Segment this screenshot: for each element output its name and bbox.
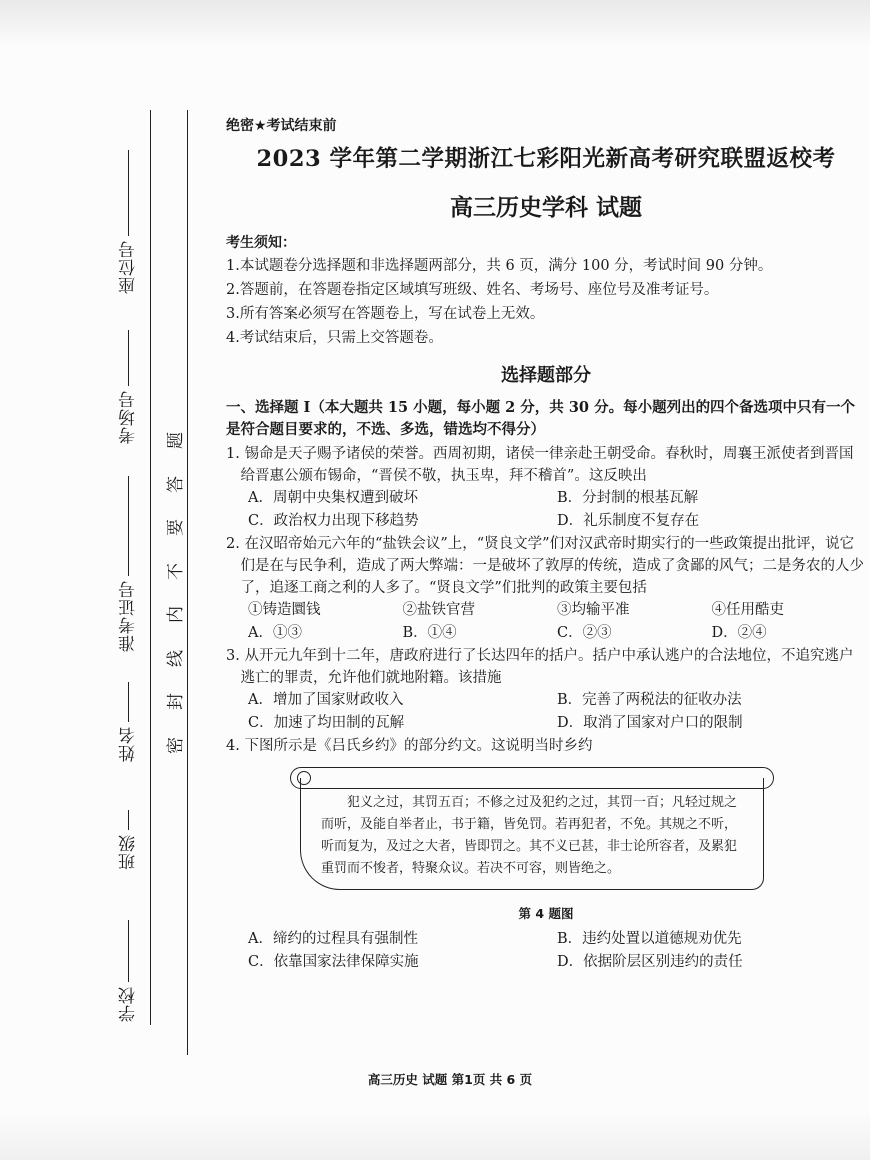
school-label: 学校 bbox=[118, 986, 139, 1022]
question-3 bbox=[226, 645, 866, 735]
part-heading: 一、选择题 I（本大题共 15 小题，每小题 2 分，共 30 分。每小题列出的四个备选项中只有一个是符合题目要求的，不选、多选，错选均不得分） bbox=[226, 399, 856, 439]
figure-caption: 第 4 题图 bbox=[518, 906, 574, 922]
option-b: B．分封制的根基瓦解 bbox=[557, 490, 699, 507]
question-1 bbox=[226, 443, 866, 533]
statement-item: ②盐铁官营 bbox=[402, 602, 475, 619]
seat-number-label: 座位号 bbox=[118, 240, 139, 294]
name-field bbox=[112, 682, 144, 766]
scroll-figure bbox=[290, 767, 774, 897]
section-title: 选择题部分 bbox=[501, 365, 591, 387]
seal-char: 内 bbox=[165, 606, 186, 624]
option-b: B．完善了两税法的征收办法 bbox=[557, 692, 742, 709]
seal-char: 封 bbox=[165, 693, 186, 711]
seal-char: 要 bbox=[165, 519, 186, 537]
scan-bottom-shadow bbox=[0, 1112, 870, 1160]
notice-item: 2.答题前，在答题卷指定区域填写班级、姓名、考场号、座位号及准考证号。 bbox=[226, 282, 719, 299]
seal-char: 答 bbox=[165, 475, 186, 493]
seal-char: 密 bbox=[165, 736, 186, 754]
option-d: D．礼乐制度不复存在 bbox=[557, 513, 700, 530]
page-footer: 高三历史 试题 第1页 共 6 页 bbox=[367, 1072, 533, 1087]
statement-item: ④任用酷吏 bbox=[711, 602, 784, 619]
option-b: B．①④ bbox=[402, 625, 457, 642]
exam-room-label: 考场号 bbox=[118, 390, 139, 444]
option-a: A．增加了国家财政收入 bbox=[248, 692, 404, 709]
candidate-notice bbox=[226, 233, 866, 350]
question-4 bbox=[226, 735, 866, 974]
scan-top-shadow bbox=[0, 0, 870, 46]
name-label: 姓名 bbox=[118, 726, 139, 762]
option-d: D．②④ bbox=[711, 625, 767, 642]
secret-label: 绝密★考试结束前 bbox=[226, 118, 337, 134]
scroll-text: 犯义之过，其罚五百；不修之过及犯约之过，其罚一百；凡轻过规之而听，及能自举者止，书于籍，皆免罚。若再犯者，不免。其规之不听，听而复为，及过之大者，皆即罚之。其不义已甚，非士论所容者，及累犯重罚而不悛者，特聚众议。若决不可容，则皆绝之。 bbox=[300, 778, 764, 890]
statement-items bbox=[226, 599, 866, 622]
binding-line-outer bbox=[150, 110, 151, 1025]
exam-subtitle: 高三历史学科 试题 bbox=[449, 193, 642, 221]
option-c: C．②③ bbox=[557, 625, 612, 642]
exam-content bbox=[226, 116, 866, 974]
question-2 bbox=[226, 533, 866, 645]
option-a: A．①③ bbox=[248, 625, 302, 642]
exam-title: 2023 学年第二学期浙江七彩阳光新高考研究联盟返校考 bbox=[256, 146, 836, 172]
seat-number-underline bbox=[128, 150, 129, 236]
option-d: D．依据阶层区别违约的责任 bbox=[557, 954, 743, 970]
exam-room-underline bbox=[128, 330, 129, 386]
option-b: B．违约处置以道德规劝优先 bbox=[557, 931, 742, 947]
admission-number-field bbox=[112, 476, 144, 656]
seal-char: 线 bbox=[165, 649, 186, 667]
seal-char: 题 bbox=[165, 432, 186, 449]
binding-line-inner bbox=[187, 110, 188, 1055]
question-stem: 2. 在汉昭帝始元六年的“盐铁会议”上，“贤良文学”们对汉武帝时期实行的一些政策提出批评，说它们是在与民争利，造成了两大弊端：一是破坏了敦厚的传统，造成了贪鄙的风气；二是务农的人少了，追逐工商之利的人多了。“贤良文学”们批判的政策主要包括 bbox=[226, 536, 864, 597]
exam-room-field bbox=[112, 330, 144, 448]
school-underline bbox=[128, 920, 129, 982]
options bbox=[226, 622, 866, 645]
class-underline bbox=[128, 810, 129, 830]
admission-number-label: 准考证号 bbox=[118, 580, 139, 652]
notice-heading: 考生须知： bbox=[226, 235, 296, 252]
name-underline bbox=[128, 682, 129, 722]
question-stem: 3. 从开元九年到十二年，唐政府进行了长达四年的括户。括户中承认逃户的合法地位，不追究逃户逃亡的罪责，允许他们就地附籍。该措施 bbox=[226, 648, 854, 687]
question-stem: 4. 下图所示是《吕氏乡约》的部分约文。这说明当时乡约 bbox=[226, 738, 593, 755]
admission-number-underline bbox=[128, 476, 129, 576]
option-c: C．政治权力出现下移趋势 bbox=[248, 513, 419, 530]
options bbox=[226, 928, 866, 974]
seal-char: 不 bbox=[165, 562, 186, 580]
options bbox=[226, 689, 866, 735]
statement-item: ①铸造圜钱 bbox=[248, 602, 321, 619]
option-a: A．缔约的过程具有强制性 bbox=[248, 931, 418, 947]
notice-item: 1.本试题卷分选择题和非选择题两部分，共 6 页，满分 100 分，考试时间 90 分钟。 bbox=[226, 258, 773, 275]
question-stem: 1. 锡命是天子赐予诸侯的荣誉。西周初期，诸侯一律亲赴王朝受命。春秋时，周襄王派使者到晋国给晋惠公颁布锡命，“晋侯不敬，执玉卑，拜不稽首”。这反映出 bbox=[226, 446, 854, 485]
notice-item: 3.所有答案必须写在答题卷上，写在试卷上无效。 bbox=[226, 306, 545, 323]
options bbox=[226, 487, 866, 533]
option-a: A．周朝中央集权遭到破坏 bbox=[248, 490, 418, 507]
notice-item: 4.考试结束后，只需上交答题卷。 bbox=[226, 330, 443, 347]
seal-line-notice bbox=[160, 428, 186, 758]
class-label: 班级 bbox=[118, 834, 139, 870]
class-field bbox=[112, 810, 144, 874]
school-field bbox=[112, 920, 144, 1026]
option-c: C．依靠国家法律保障实施 bbox=[248, 954, 419, 970]
seat-number-field bbox=[112, 150, 144, 298]
option-d: D．取消了国家对户口的限制 bbox=[557, 715, 743, 732]
statement-item: ③均输平准 bbox=[557, 602, 630, 619]
option-c: C．加速了均田制的瓦解 bbox=[248, 715, 405, 732]
